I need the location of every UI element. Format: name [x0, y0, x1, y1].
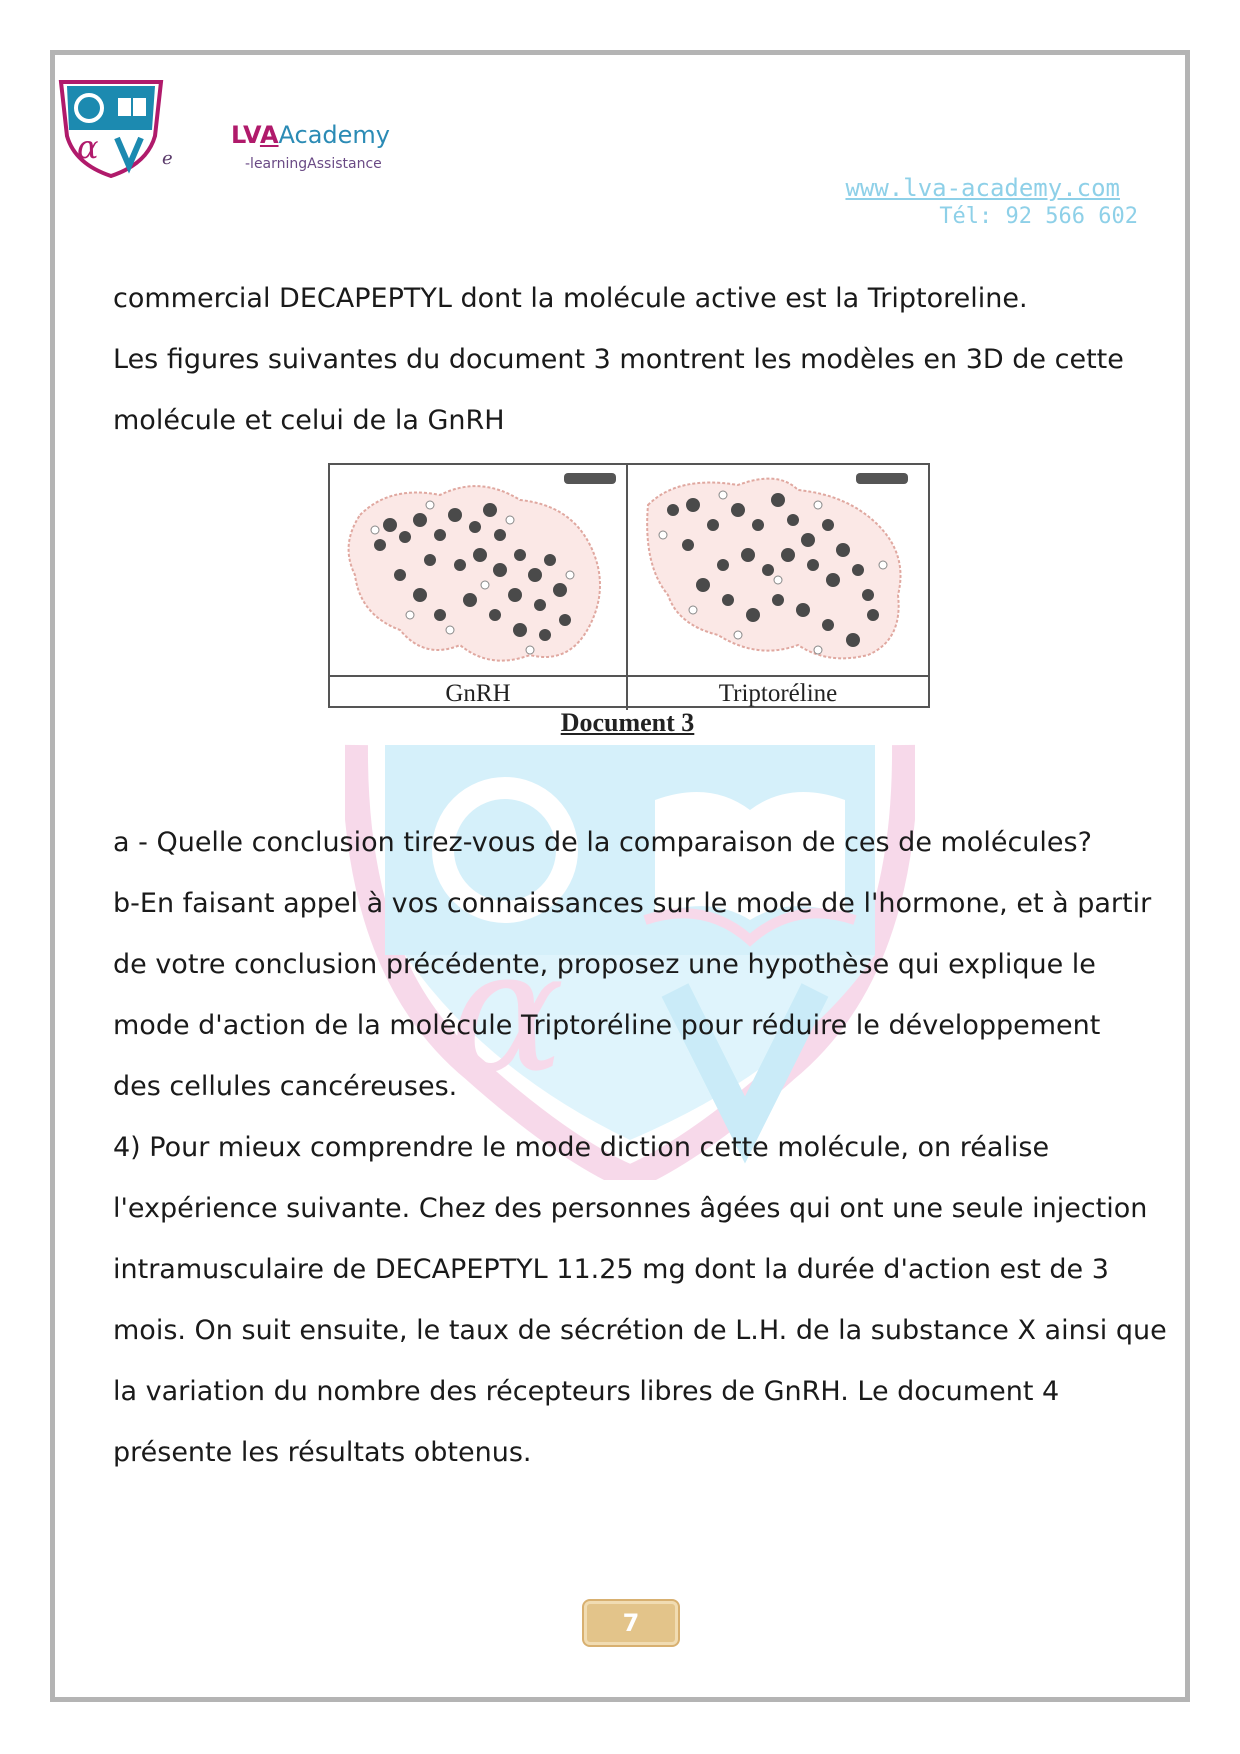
triptoreline-label: Triptoréline: [718, 680, 838, 707]
viewer-button: [856, 473, 908, 484]
document-caption: Document 3: [560, 708, 695, 737]
page-number: 7: [584, 1601, 678, 1645]
text-line: a - Quelle conclusion tirez-vous de la comparaison de ces de molécules?: [113, 827, 1092, 858]
text-line: mois. On suit ensuite, le taux de sécrétion de L.H. de la substance X ainsi que: [113, 1315, 1167, 1346]
text-line: intramusculaire de DECAPEPTYL 11.25 mg dont la durée d'action est de 3: [113, 1254, 1109, 1285]
text-line: Les figures suivantes du document 3 montrent les modèles en 3D de cette: [113, 344, 1124, 375]
molecule-figure: [328, 463, 930, 708]
triptoreline-molecule-icon: [628, 465, 928, 675]
text-line: des cellules cancéreuses.: [113, 1071, 458, 1102]
text-line: l'expérience suivante. Chez des personnes âgées qui ont une seule injection: [113, 1193, 1148, 1224]
text-line: présente les résultats obtenus.: [113, 1437, 532, 1468]
phone-number: Tél: 92 566 602: [939, 204, 1138, 229]
brand-name: LVAAcademy: [231, 121, 390, 149]
brand-tagline: -learningAssistance: [245, 156, 382, 172]
text-line: mode d'action de la molécule Triptoréline pour réduire le développement: [113, 1010, 1101, 1041]
text-line: la variation du nombre des récepteurs libres de GnRH. Le document 4: [113, 1376, 1060, 1407]
text-line: 4) Pour mieux comprendre le mode diction cette molécule, on réalise: [113, 1132, 1050, 1163]
viewer-button: [564, 473, 616, 484]
text-line: de votre conclusion précédente, proposez une hypothèse qui explique le: [113, 949, 1096, 980]
text-line: commercial DECAPEPTYL dont la molécule active est la Triptoreline.: [113, 283, 1028, 314]
figure-labels: [330, 675, 928, 710]
triptoreline-molecule-image: [628, 465, 928, 675]
logo-e: e: [162, 148, 173, 169]
svg-text:α: α: [450, 913, 565, 1111]
text-line: molécule et celui de la GnRH: [113, 405, 505, 436]
svg-text:α: α: [77, 128, 99, 166]
gnrh-molecule-image: [330, 465, 628, 675]
website-link[interactable]: www.lva-academy.com: [845, 174, 1120, 202]
text-line: b-En faisant appel à vos connaissances sur le mode de l'hormone, et à partir: [113, 888, 1152, 919]
shield-logo-icon: [55, 78, 167, 178]
gnrh-label: GnRH: [330, 677, 628, 710]
gnrh-molecule-icon: [330, 465, 626, 675]
